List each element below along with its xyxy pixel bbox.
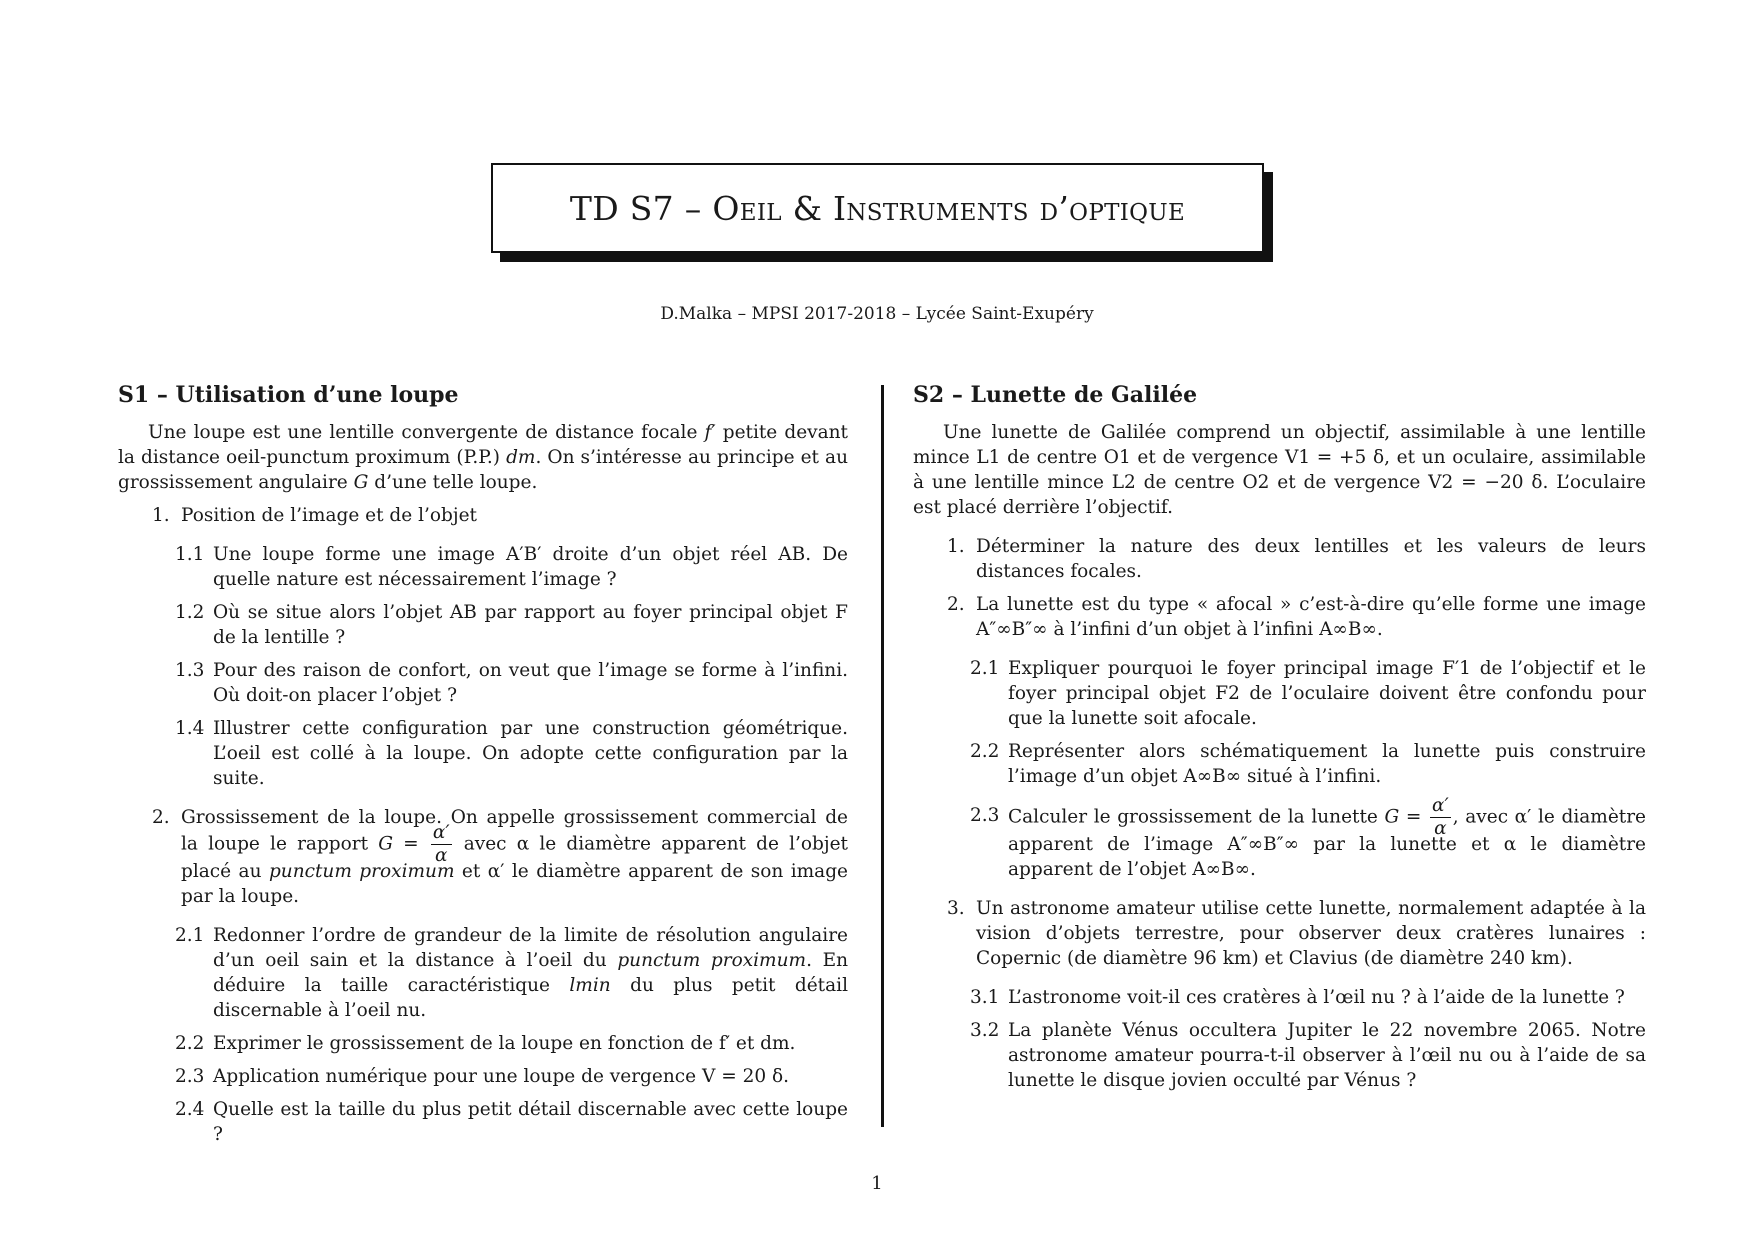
question-2-1: 2.1 Expliquer pourquoi le foyer principal image F′1 de l’objectif et le foyer principal objet F2 de l’oculaire doivent être confondu pour que la lunette soit afocale. [970,658,1646,729]
section-s2-heading: S2 – Lunette de Galilée [913,382,1198,408]
page-number: 1 [871,1173,883,1194]
fraction: $\frac{\alpha'}{\alpha}$ [432,822,450,866]
question-3-2: 3.2 La planète Vénus occultera Jupiter le 22 novembre 2065. Notre astronome amateur pourra-t-il observer à l’œil nu ou à l’aide de sa lunette le disque jovien occulté par Vénus ? [970,1020,1646,1091]
question-1-3: 1.3 Pour des raison de confort, on veut que l’image se forme à l’infini. Où doit-on placer l’objet ? [175,660,848,706]
question-2-2: 2.2 Exprimer le grossissement de la loupe en fonction de f′ et dm. [175,1033,796,1054]
section-s1 [118,380,848,1147]
section-s2-intro: Une lunette de Galilée comprend un objectif, assimilable à une lentille mince L1 de centre O1 et de vergence V1 = +5 δ, et un oculaire, assimilable à une lentille mince L2 de centre O2 et de vergence V2 = −20 δ. L’oculaire est placé derrière l’objectif. [913,422,1646,518]
question-1: 1. Position de l’image et de l’objet [152,505,477,526]
title-box [491,163,1264,253]
question-2-2: 2.2 Représenter alors schématiquement la lunette puis construire l’image d’un objet A∞B∞ situé à l’infini. [970,741,1646,787]
question-1-4: 1.4 Illustrer cette configuration par une construction géométrique. L’oeil est collé à la loupe. On adopte cette configuration par la suite. [175,718,848,789]
question-2-1: 2.1 Redonner l’ordre de grandeur de la limite de résolution angulaire d’un oeil sain et la distance à l’oeil du punctum proximum. En déduire la taille caractéristique lmin du plus petit détail discernable à l’oeil nu. [175,925,848,1021]
question-3-1: 3.1 L’astronome voit-il ces cratères à l’œil nu ? à l’aide de la lunette ? [970,987,1625,1008]
question-1-2: 1.2 Où se situe alors l’objet AB par rapport au foyer principal objet F de la lentille ? [175,602,848,648]
question-2-3: 2.3 Application numérique pour une loupe de vergence V = 20 δ. [175,1066,790,1087]
question-3: 3. Un astronome amateur utilise cette lunette, normalement adaptée à la vision d’objets terrestre, pour observer deux cratères lunaires : Copernic (de diamètre 96 km) et Clavius (de diamètre 240 km). [947,898,1646,969]
question-1: 1. Déterminer la nature des deux lentilles et les valeurs de leurs distances focales. [947,536,1646,582]
fraction: $\frac{\alpha'}{\alpha}$ [1432,795,1449,839]
page-title: TD S7 – Oeil & Instruments d’optique [569,188,1186,228]
question-2-4: 2.4 Quelle est la taille du plus petit détail discernable avec cette loupe ? [175,1099,848,1145]
question-1-1: 1.1 Une loupe forme une image A′B′ droite d’un objet réel AB. De quelle nature est nécessairement l’image ? [175,544,848,590]
section-s1-intro: Une loupe est une lentille convergente de distance focale f′ petite devant la distance oeil-punctum proximum (P.P.) dm. On s’intéresse au principe et au grossissement angulaire G d’une telle loupe. [118,422,848,493]
section-s1-heading: S1 – Utilisation d’une loupe [118,382,459,408]
column-separator [881,385,884,1127]
question-2: 2. La lunette est du type « afocal » c’est-à-dire qu’elle forme une image A″∞B″∞ à l’infini d’un objet à l’infini A∞B∞. [947,594,1646,640]
question-2: 2. Grossissement de la loupe. On appelle grossissement commercial de la loupe le rapport G = $\frac{\alpha'}{\alpha}$ avec α le diamètre apparent de l’objet placé au punctum proximum et α′ le diamètre apparent de son image par la loupe. [152,807,848,907]
author-line: D.Malka – MPSI 2017-2018 – Lycée Saint-Exupéry [660,304,1094,324]
section-s2 [913,380,1646,1093]
question-2-3: 2.3 Calculer le grossissement de la lunette G = $\frac{\alpha'}{\alpha}$ , avec α′ le diamètre apparent de l’image A″∞B″∞ par la lunette et α le diamètre apparent de l’objet A∞B∞. [970,795,1646,880]
